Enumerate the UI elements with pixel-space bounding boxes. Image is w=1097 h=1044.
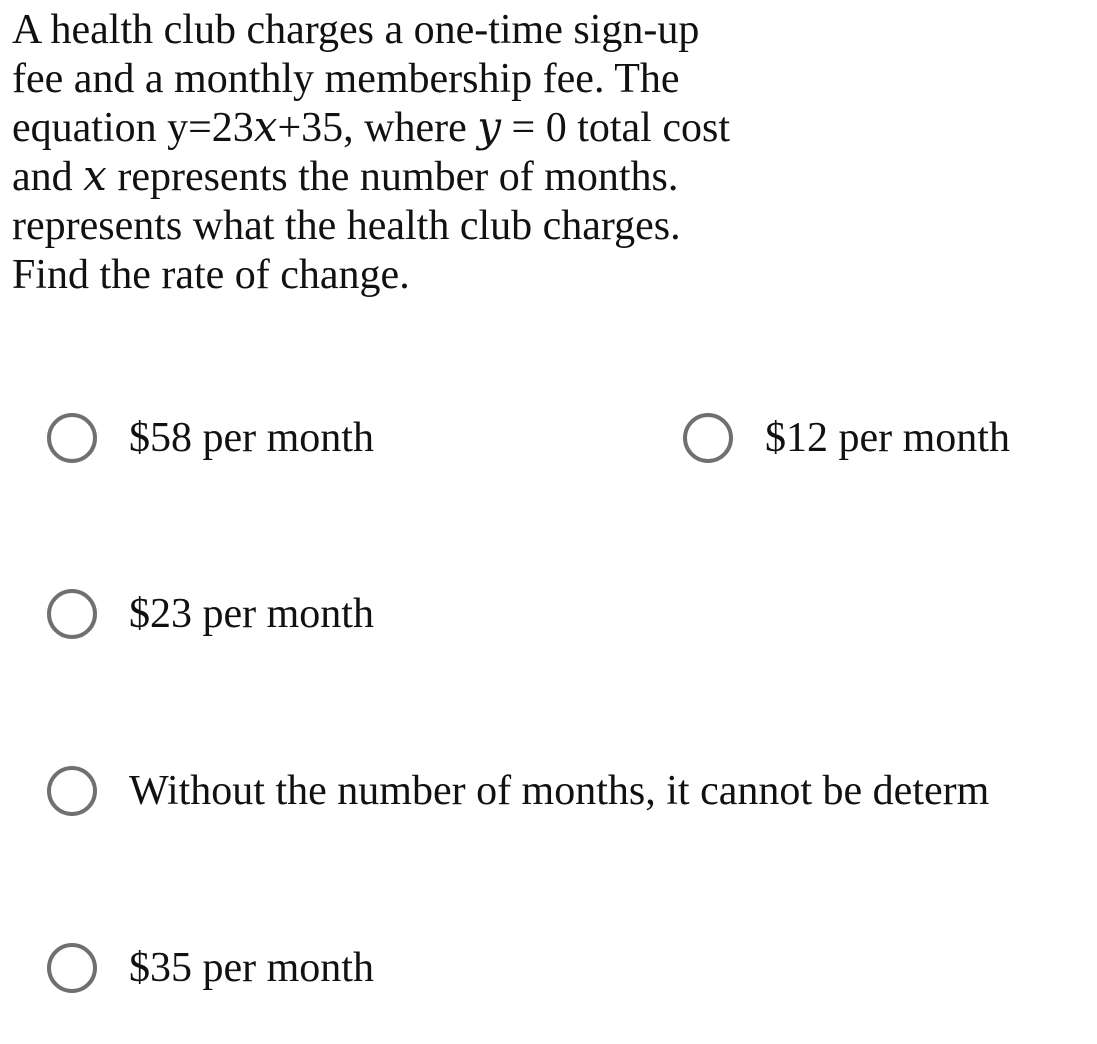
answer-label: $23 per month [129,591,374,637]
radio-button[interactable] [683,413,733,463]
question-line-5: represents what the health club charges. [12,203,681,249]
answer-label: Without the number of months, it cannot be determ [129,768,990,814]
answer-option-23[interactable] [47,589,374,639]
question-line-2: fee and a monthly membership fee. The [12,56,680,102]
answer-label: $35 per month [129,945,374,991]
question-line-4: and 𝑥 represents the number of months. [12,154,679,200]
answer-option-cannot-determine[interactable] [47,766,989,816]
question-line-3: equation y=23𝑥+35, where 𝑦 = 0 total cost [12,105,730,151]
question-line-1: A health club charges a one-time sign-up [12,7,700,53]
radio-button[interactable] [47,589,97,639]
answer-option-35[interactable] [47,943,374,993]
radio-button[interactable] [47,766,97,816]
radio-button[interactable] [47,413,97,463]
question-text [12,6,872,300]
question-line-6: Find the rate of change. [12,252,410,298]
answer-option-58[interactable] [47,413,374,463]
answer-option-12[interactable] [683,413,1010,463]
answer-label: $12 per month [765,415,1010,461]
radio-button[interactable] [47,943,97,993]
answer-label: $58 per month [129,415,374,461]
